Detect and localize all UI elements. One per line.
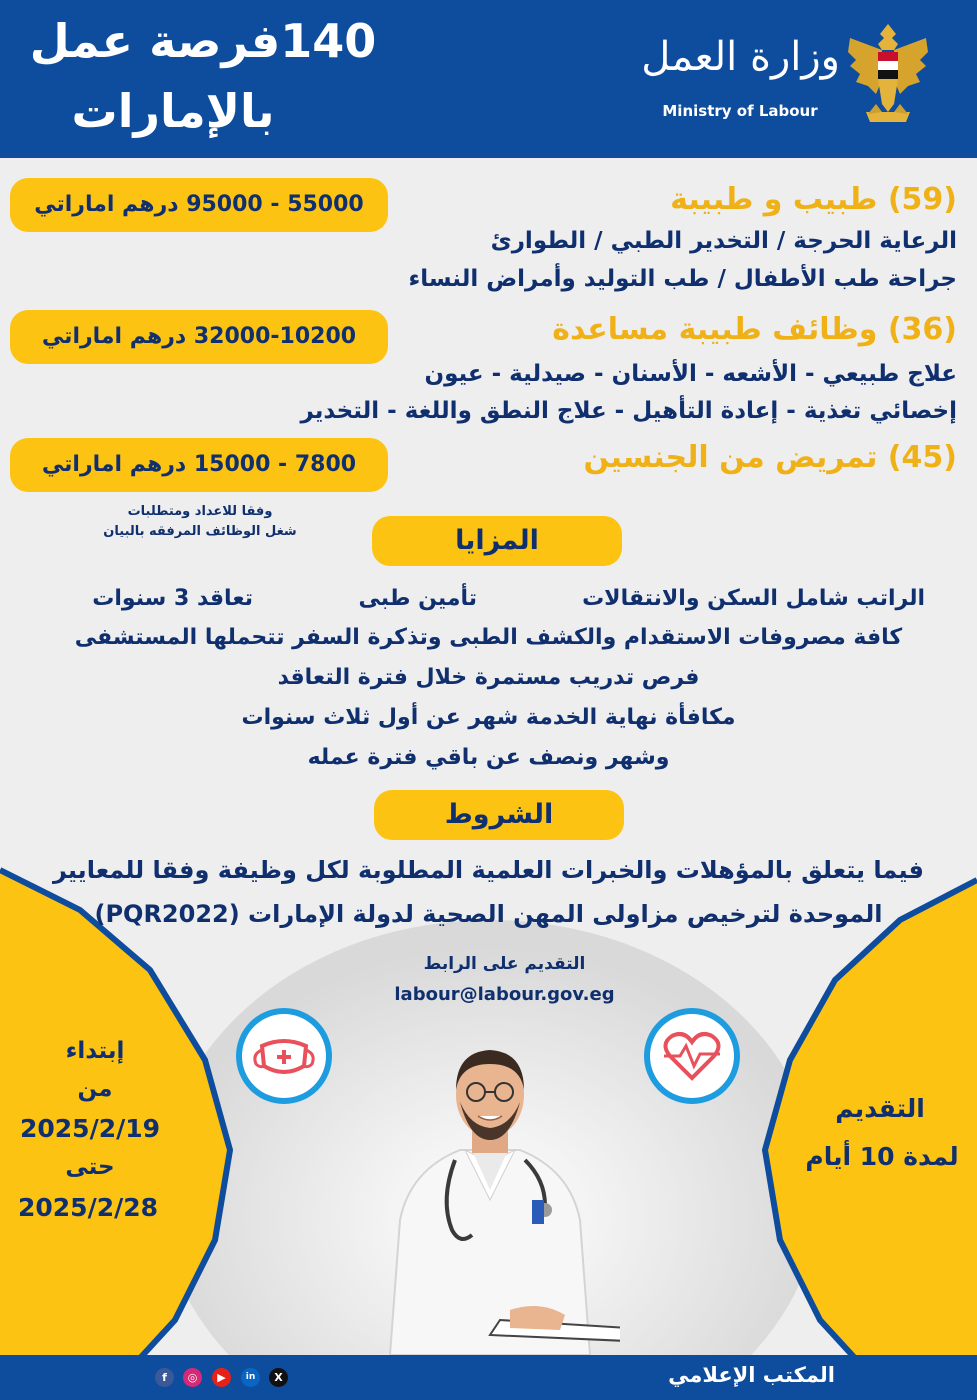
medical-mask-icon [236,1008,332,1104]
job-title-doctors: (59) طبيب و طبيبة [670,182,957,217]
conditions-heading: الشروط [374,790,624,840]
job-title-nursing: (45) تمريض من الجنسين [583,440,957,475]
job-title-assistants: (36) وظائف طبيبة مساعدة [552,312,957,347]
benefit-line-remaining-period: وشهر ونصف عن باقي فترة عمله [307,745,670,770]
benefit-line-training: فرص تدريب مستمرة خلال فترة التعاقد [277,665,700,690]
media-office-label: المكتب الإعلامي [668,1363,835,1387]
duration-line2: لمدة 10 أيام [805,1142,959,1171]
benefit-line-end-of-service: مكافأة نهاية الخدمة شهر عن أول ثلاث سنوات [241,705,736,730]
benefit-medical-insurance: تأمين طبى [358,586,477,611]
youtube-icon[interactable]: ▶ [212,1368,231,1387]
dates-until-word: حتى [65,1154,115,1180]
instagram-icon[interactable]: ◎ [183,1368,202,1387]
salary-badge-doctors: 55000 - 95000 درهم اماراتي [10,178,388,232]
benefit-contract-length: تعاقد 3 سنوات [92,586,253,611]
header-banner [0,0,977,158]
dates-from-label: إبتداء [65,1038,125,1064]
salary-badge-nursing: 7800 - 15000 درهم اماراتي [10,438,388,492]
salary-badge-assistants: 32000-10200 درهم اماراتي [10,310,388,364]
apply-email-link[interactable]: labour@labour.gov.eg [394,984,615,1005]
condition-line-2: الموحدة لترخيص مزاولى المهن الصحية لدولة الإمارات (PQR2022) [94,900,883,928]
duration-line1: التقديم [835,1094,925,1123]
apply-label: التقديم على الرابط [423,954,586,974]
job-detail-assistants-1: علاج طبيعي - الأشعه - الأسنان - صيدلية - عيون [424,361,957,387]
salary-note-line2: شغل الوظائف المرفقه بالبيان [103,524,297,539]
dates-end: 2025/2/28 [17,1193,159,1222]
job-detail-assistants-2: إخصائي تغذية - إعادة التأهيل - علاج النطق واللغة - التخدير [300,398,957,424]
benefit-salary-housing: الراتب شامل السكن والانتقالات [582,586,925,611]
footer-bar [0,1355,977,1400]
job-detail-doctors-1: الرعاية الحرجة / التخدير الطبي / الطوارئ [490,228,957,254]
doctor-photo [360,1030,620,1355]
poster-title-line1: 140فرصة عمل [29,14,377,68]
benefit-line-expenses: كافة مصروفات الاستقدام والكشف الطبى وتذكرة السفر تتحملها المستشفى [74,625,903,650]
ministry-name-arabic: وزارة العمل [641,34,840,80]
eagle-emblem-icon [846,20,930,132]
condition-line-1: فيما يتعلق بالمؤهلات والخبرات العلمية المطلوبة لكل وظيفة وفقا للمعايير [52,856,925,884]
heart-pulse-icon [644,1008,740,1104]
dates-start: 2025/2/19 [19,1114,161,1143]
facebook-icon[interactable]: f [155,1368,174,1387]
x-icon[interactable]: X [269,1368,288,1387]
ministry-name-english: Ministry of Labour [662,102,818,120]
salary-note-line1: وفقا للاعداد ومتطلبات [127,504,273,519]
dates-from-word: من [77,1076,113,1102]
linkedin-icon[interactable]: in [241,1368,260,1387]
benefits-heading: المزايا [372,516,622,566]
poster-title-line2: بالإمارات [71,84,275,138]
job-detail-doctors-2: جراحة طب الأطفال / طب التوليد وأمراض النساء [408,266,957,292]
